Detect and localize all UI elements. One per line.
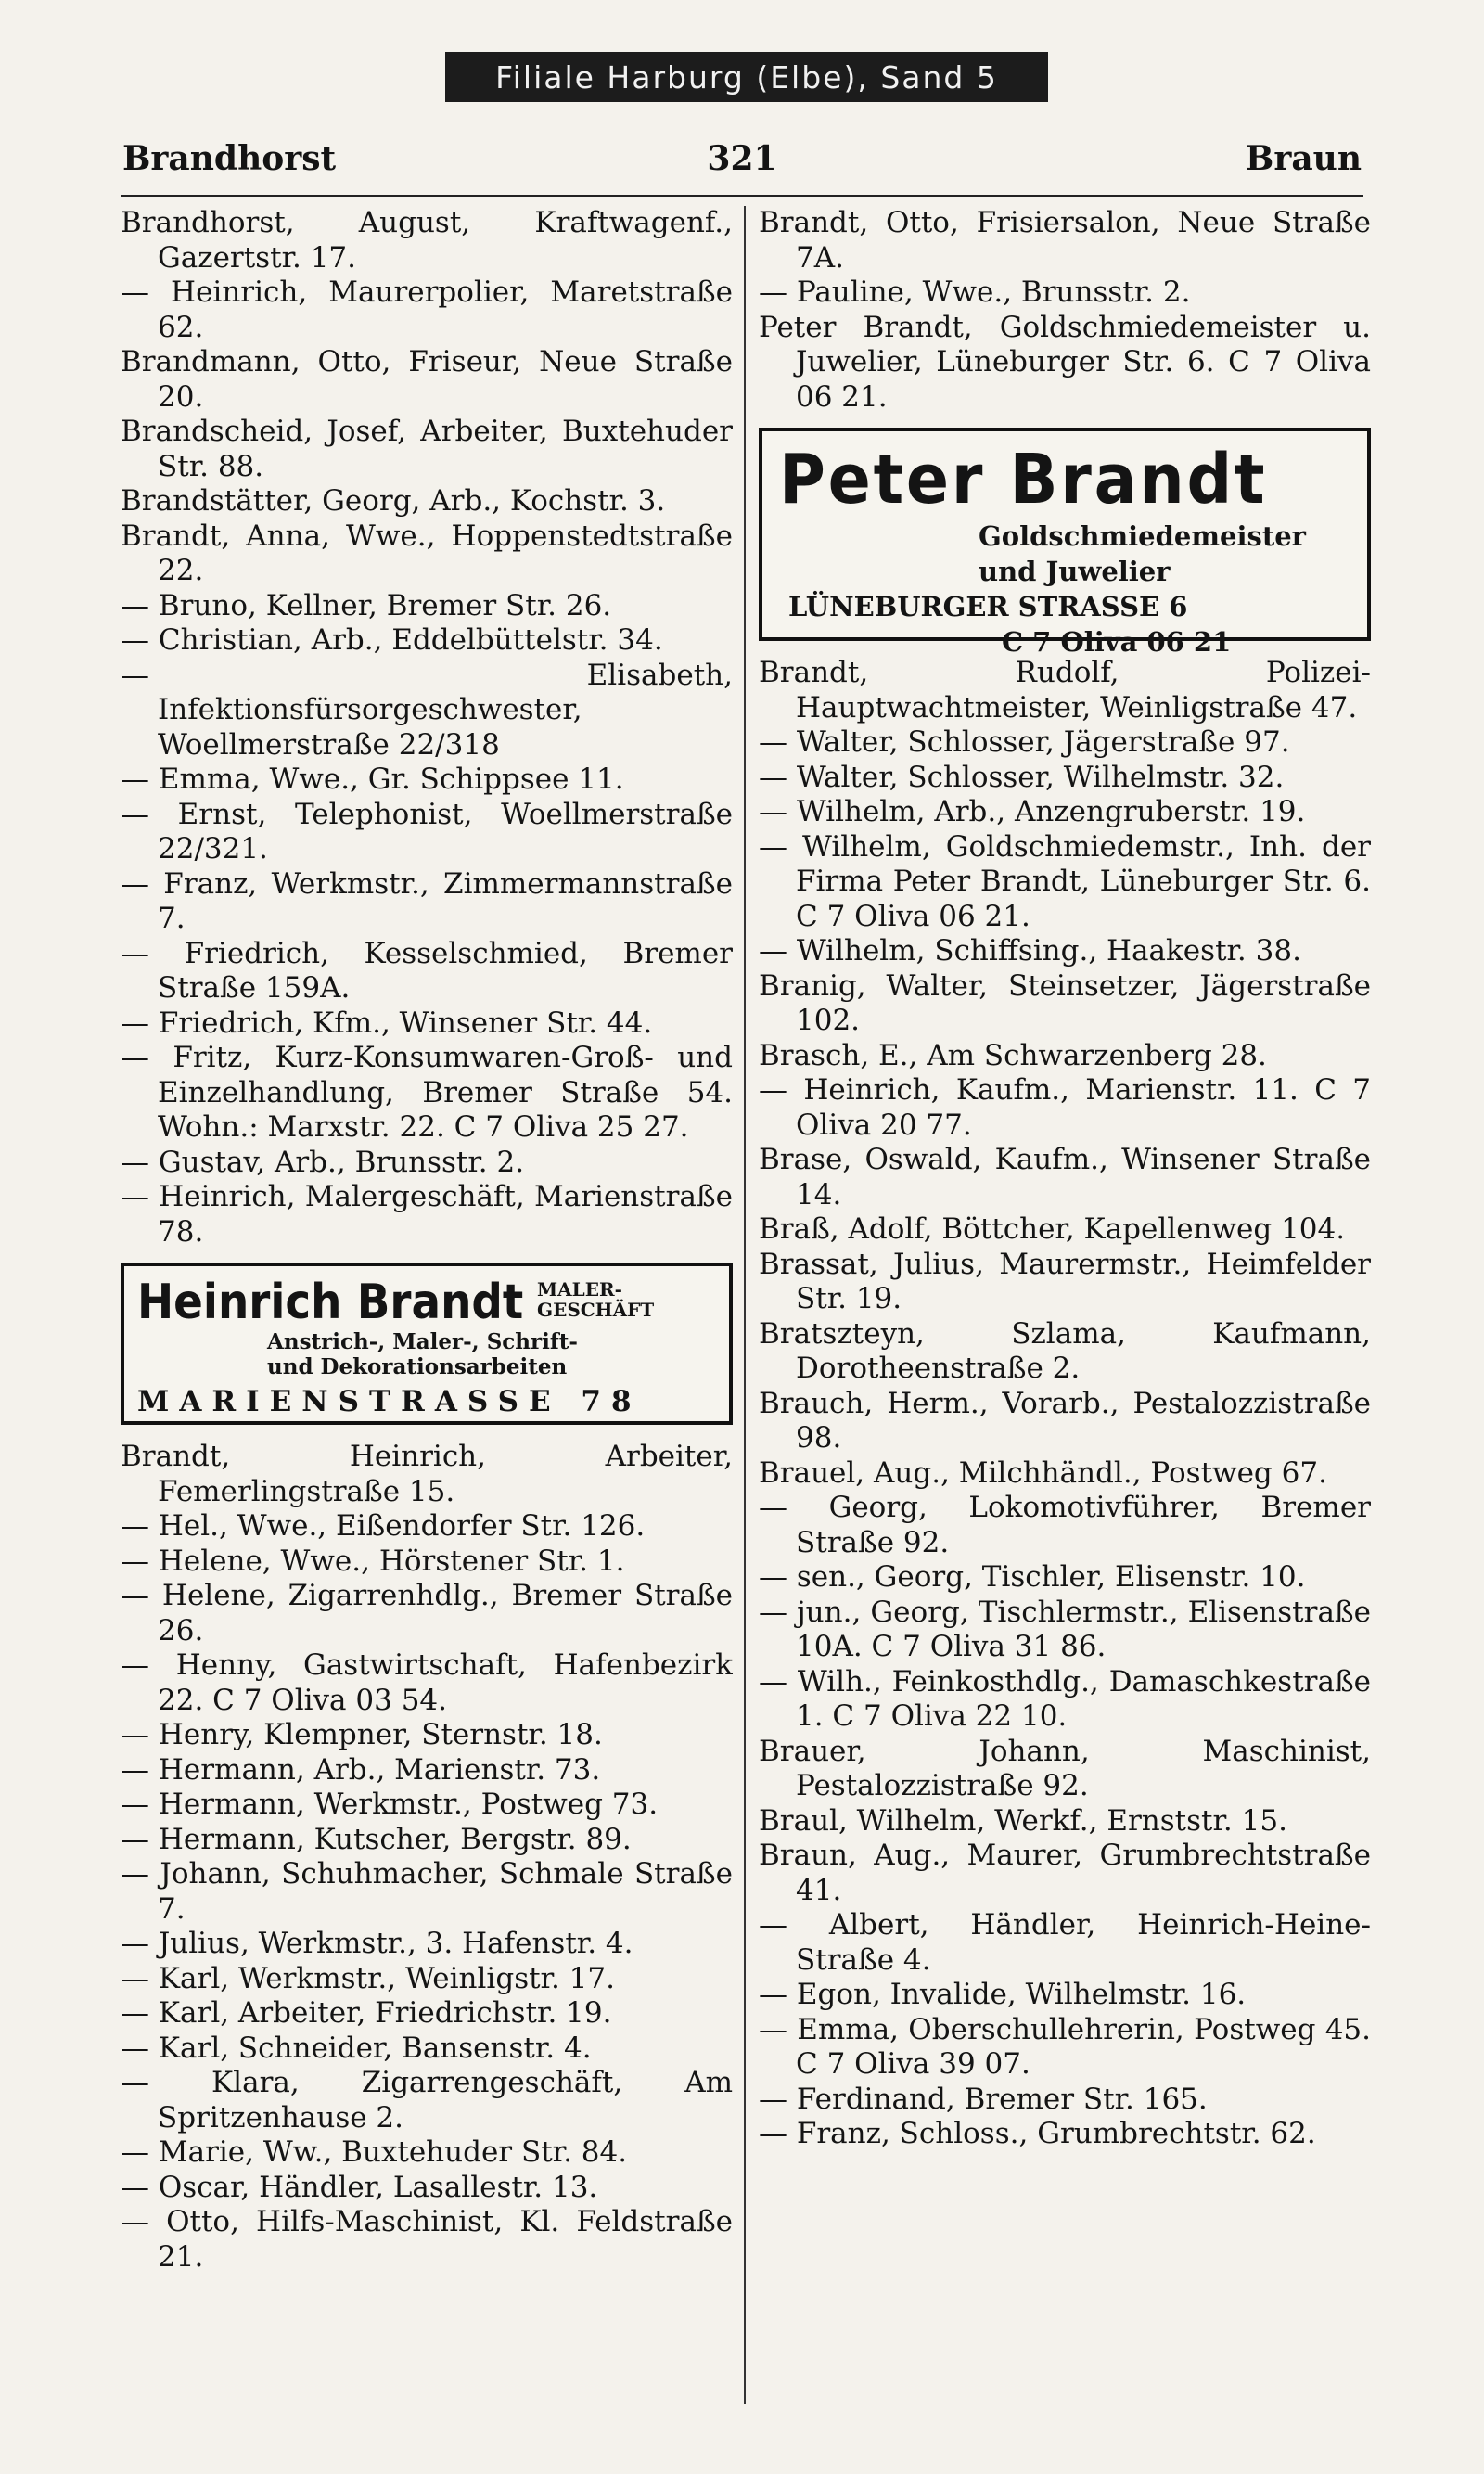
advert-services-1: Anstrich-, Maler-, Schrift- bbox=[267, 1329, 578, 1354]
header-first-entry: Brandhorst bbox=[122, 139, 337, 178]
advert-name: Heinrich Brandt bbox=[137, 1275, 524, 1330]
directory-entry: Brandscheid, Josef, Arbeiter, Buxtehuder Str. 88. bbox=[121, 415, 733, 483]
directory-entry: — Gustav, Arb., Brunsstr. 2. bbox=[121, 1145, 525, 1179]
directory-entry: — Emma, Wwe., Gr. Schippsee 11. bbox=[121, 763, 624, 796]
directory-entry: — Emma, Oberschullehrerin, Postweg 45. C 7 Oliva 39 07. bbox=[759, 2012, 1371, 2081]
directory-entry: Bratszteyn, Szlama, Kaufmann, Dorotheenstraße 2. bbox=[759, 1316, 1371, 1385]
directory-entry: — Wilh., Feinkosthdlg., Damaschkestraße 1. C 7 Oliva 22 10. bbox=[759, 1664, 1371, 1733]
directory-entry: Brandt, Heinrich, Arbeiter, Femerlingstraße 15. bbox=[121, 1440, 733, 1508]
advert-street: MARIENSTRASSE 78 bbox=[137, 1385, 642, 1418]
advert-trade-2: und Juwelier bbox=[979, 556, 1171, 587]
directory-entry: — Pauline, Wwe., Brunsstr. 2. bbox=[759, 276, 1191, 309]
directory-entry: — Heinrich, Maurerpolier, Maretstraße 62. bbox=[121, 276, 733, 344]
directory-entry: — Heinrich, Kaufm., Marienstr. 11. C 7 Oliva 20 77. bbox=[759, 1073, 1371, 1142]
directory-entry: — Wilhelm, Schiffsing., Haakestr. 38. bbox=[759, 934, 1301, 968]
directory-entry: — Fritz, Kurz-Konsumwaren-Groß- und Einzelhandlung, Bremer Straße 54. Wohn.: Marxstr. 22. C 7 Oliva 25 27. bbox=[121, 1041, 733, 1144]
directory-entry: — Ferdinand, Bremer Str. 165. bbox=[759, 2082, 1208, 2116]
directory-entry: — Hermann, Kutscher, Bergstr. 89. bbox=[121, 1822, 632, 1856]
advert-heinrich-brandt bbox=[121, 1263, 733, 1425]
directory-entry: Brassat, Julius, Maurermstr., Heimfelder Str. 19. bbox=[759, 1247, 1371, 1315]
right-column bbox=[759, 206, 1371, 2414]
directory-entry: — sen., Georg, Tischler, Elisenstr. 10. bbox=[759, 1560, 1306, 1594]
directory-entry: — jun., Georg, Tischlermstr., Elisenstraße 10A. C 7 Oliva 31 86. bbox=[759, 1595, 1371, 1663]
directory-entry: — Karl, Schneider, Bansenstr. 4. bbox=[121, 2031, 592, 2065]
advert-trade: Goldschmiedemeister bbox=[979, 520, 1306, 552]
directory-entry: — Julius, Werkmstr., 3. Hafenstr. 4. bbox=[121, 1927, 633, 1960]
left-entries-after-ad bbox=[121, 1440, 733, 2275]
advert-phone: C 7 Oliva 06 21 bbox=[1002, 626, 1232, 658]
directory-entry: — Walter, Schlosser, Jägerstraße 97. bbox=[759, 725, 1290, 759]
advert-services-2: und Dekorationsarbeiten bbox=[267, 1354, 568, 1379]
advert-tag: MALER- GESCHÄFT bbox=[537, 1278, 655, 1321]
left-entries bbox=[121, 206, 733, 1250]
directory-entry: — Egon, Invalide, Wilhelmstr. 16. bbox=[759, 1978, 1247, 2011]
directory-entry: — Hermann, Werkmstr., Postweg 73. bbox=[121, 1788, 659, 1821]
directory-entry: — Marie, Ww., Buxtehuder Str. 84. bbox=[121, 2135, 628, 2169]
directory-entry: — Elisabeth, Infektionsfürsorgeschwester, Woellmerstraße 22/318 bbox=[121, 658, 733, 762]
advert-name: Peter Brandt bbox=[779, 440, 1268, 519]
directory-entry: Brandt, Rudolf, Polizei-Hauptwachtmeister, Weinligstraße 47. bbox=[759, 656, 1371, 724]
directory-entry: Brandhorst, August, Kraftwagenf., Gazertstr. 17. bbox=[121, 206, 733, 275]
header-rule bbox=[121, 195, 1363, 197]
directory-entry: Brauer, Johann, Maschinist, Pestalozzistraße 92. bbox=[759, 1734, 1371, 1802]
directory-entry: — Johann, Schuhmacher, Schmale Straße 7. bbox=[121, 1857, 733, 1926]
right-entries bbox=[759, 656, 1371, 2152]
directory-entry: — Klara, Zigarrengeschäft, Am Spritzenhause 2. bbox=[121, 2066, 733, 2134]
left-column bbox=[121, 206, 733, 2414]
page-number: 321 bbox=[707, 139, 777, 178]
directory-entry: — Karl, Arbeiter, Friedrichstr. 19. bbox=[121, 1996, 612, 2030]
directory-entry: — Friedrich, Kesselschmied, Bremer Straße 159A. bbox=[121, 936, 733, 1005]
directory-entry: Brasch, E., Am Schwarzenberg 28. bbox=[759, 1038, 1267, 1072]
branch-banner: Filiale Harburg (Elbe), Sand 5 bbox=[445, 52, 1048, 102]
right-entries-before-ad bbox=[759, 206, 1371, 415]
directory-entry: — Wilhelm, Arb., Anzengruberstr. 19. bbox=[759, 795, 1306, 828]
directory-entry: — Helene, Wwe., Hörstener Str. 1. bbox=[121, 1544, 625, 1578]
directory-entry: — Hel., Wwe., Eißendorfer Str. 126. bbox=[121, 1509, 646, 1543]
directory-entry: — Henry, Klempner, Sternstr. 18. bbox=[121, 1718, 603, 1751]
directory-entry: — Albert, Händler, Heinrich-Heine-Straße 4. bbox=[759, 1908, 1371, 1977]
advert-peter-brandt bbox=[759, 428, 1371, 658]
directory-entry: — Christian, Arb., Eddelbüttelstr. 34. bbox=[121, 623, 663, 657]
directory-entry: Branig, Walter, Steinsetzer, Jägerstraße 102. bbox=[759, 968, 1371, 1037]
directory-entry: — Henny, Gastwirtschaft, Hafenbezirk 22. C 7 Oliva 03 54. bbox=[121, 1648, 733, 1717]
directory-entry: — Franz, Werkmstr., Zimmermannstraße 7. bbox=[121, 866, 733, 935]
directory-entry: — Franz, Schloss., Grumbrechtstr. 62. bbox=[759, 2117, 1316, 2150]
directory-entry: Brauch, Herm., Vorarb., Pestalozzistraße 98. bbox=[759, 1386, 1371, 1455]
directory-entry: — Georg, Lokomotivführer, Bremer Straße 92. bbox=[759, 1491, 1371, 1559]
directory-entry: Brandt, Anna, Wwe., Hoppenstedtstraße 22. bbox=[121, 519, 733, 587]
directory-entry: Brase, Oswald, Kaufm., Winsener Straße 14. bbox=[759, 1143, 1371, 1211]
directory-entry: — Ernst, Telephonist, Woellmerstraße 22/321. bbox=[121, 797, 733, 865]
directory-entry: — Karl, Werkmstr., Weinligstr. 17. bbox=[121, 1961, 615, 1995]
directory-entry: Braul, Wilhelm, Werkf., Ernststr. 15. bbox=[759, 1803, 1287, 1838]
directory-entry: Brandstätter, Georg, Arb., Kochstr. 3. bbox=[121, 484, 666, 518]
directory-entry: Brauel, Aug., Milchhändl., Postweg 67. bbox=[759, 1455, 1327, 1490]
directory-entry: — Bruno, Kellner, Bremer Str. 26. bbox=[121, 588, 612, 622]
header-last-entry: Braun bbox=[1245, 139, 1362, 178]
directory-entry: — Oscar, Händler, Lasallestr. 13. bbox=[121, 2170, 598, 2204]
directory-entry: Brandt, Otto, Frisiersalon, Neue Straße 7A. bbox=[759, 206, 1371, 275]
directory-entry: Peter Brandt, Goldschmiedemeister u. Juwelier, Lüneburger Str. 6. C 7 Oliva 06 21. bbox=[759, 310, 1371, 414]
directory-entry: — Heinrich, Malergeschäft, Marienstraße 78. bbox=[121, 1180, 733, 1249]
column-divider bbox=[744, 206, 746, 2404]
directory-entry: — Friedrich, Kfm., Winsener Str. 44. bbox=[121, 1006, 653, 1040]
directory-entry: Brandmann, Otto, Friseur, Neue Straße 20. bbox=[121, 345, 733, 414]
directory-entry: — Wilhelm, Goldschmiedemstr., Inh. der Firma Peter Brandt, Lüneburger Str. 6. C 7 Oliva 06 21. bbox=[759, 829, 1371, 933]
directory-entry: Braun, Aug., Maurer, Grumbrechtstraße 41. bbox=[759, 1839, 1371, 1907]
directory-entry: Braß, Adolf, Böttcher, Kapellenweg 104. bbox=[759, 1212, 1346, 1246]
directory-entry: — Walter, Schlosser, Wilhelmstr. 32. bbox=[759, 760, 1285, 794]
directory-entry: — Helene, Zigarrenhdlg., Bremer Straße 26. bbox=[121, 1579, 733, 1647]
directory-entry: — Otto, Hilfs-Maschinist, Kl. Feldstraße 21. bbox=[121, 2205, 733, 2274]
directory-entry: — Hermann, Arb., Marienstr. 73. bbox=[121, 1752, 601, 1787]
advert-street: LÜNEBURGER STRASSE 6 bbox=[788, 591, 1188, 622]
